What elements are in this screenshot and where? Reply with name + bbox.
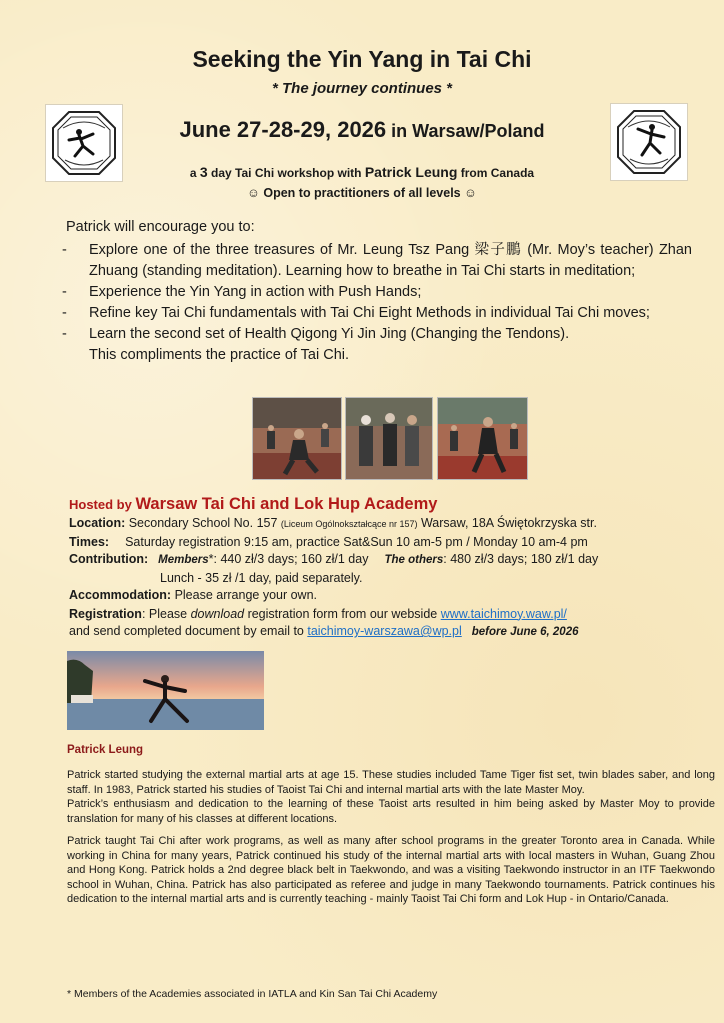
open-to-all: ☺ Open to practitioners of all levels ☺ <box>247 186 477 200</box>
location-address: Warsaw, 18A Świętokrzyska str. <box>417 516 597 530</box>
times-label: Times: <box>69 534 110 549</box>
workshop-photo-2 <box>345 397 433 480</box>
page-title: Seeking the Yin Yang in Tai Chi <box>192 46 532 72</box>
workshop-photo-1 <box>252 397 342 480</box>
members-label: Members <box>158 554 209 566</box>
registration-download-word: download <box>190 606 245 621</box>
others-price: : 480 zł/3 days; 180 zł/1 day <box>443 552 599 566</box>
location-row <box>69 515 598 534</box>
location-label: Location: <box>69 516 129 530</box>
location-value: Secondary School No. 157 <box>128 516 281 530</box>
bio-text <box>67 768 715 915</box>
bullet-item: - Experience the Yin Yang in action with Push Hands; <box>62 282 692 303</box>
workshop-pre: a <box>189 166 200 180</box>
location-school-name: (Liceum Ogólnokształcące nr 157) <box>280 519 418 529</box>
event-date <box>0 117 724 143</box>
times-row <box>69 534 598 552</box>
hosted-prefix: Hosted by <box>69 497 136 512</box>
accommodation-label: Accommodation: <box>69 588 172 602</box>
workshop-days: 3 <box>199 164 208 180</box>
footnote: * Members of the Academies associated in IATLA and Kin San Tai Chi Academy <box>67 988 438 1000</box>
instructor-photo <box>67 651 264 730</box>
bullet-item: - Refine key Tai Chi fundamentals with Tai Chi Eight Methods in individual Tai Chi moves; <box>62 303 692 324</box>
bullet-list <box>62 240 692 366</box>
email-link[interactable]: taichimoy-warszawa@wp.pl <box>307 624 462 638</box>
send-row <box>69 623 598 642</box>
accommodation-row <box>69 587 598 605</box>
instructor-name: Patrick Leung <box>364 164 458 180</box>
registration-deadline: before June 6, 2026 <box>471 626 579 638</box>
workshop-mid: day Tai Chi workshop with <box>207 166 365 180</box>
registration-text-2: registration form from our webside <box>244 606 441 621</box>
hosted-by <box>69 495 437 514</box>
lunch-row: Lunch - 35 zł /1 day, paid separately. <box>160 570 363 585</box>
times-value: Saturday registration 9:15 am, practice Sat&Sun 10 am-5 pm / Monday 10 am-4 pm <box>125 534 588 549</box>
registration-row <box>69 606 598 624</box>
event-details <box>69 515 598 642</box>
host-organization: Warsaw Tai Chi and Lok Hup Academy <box>135 495 438 513</box>
workshop-photo-3 <box>437 397 528 480</box>
accommodation-value: Please arrange your own. <box>171 588 318 602</box>
website-link[interactable]: www.taichimoy.waw.pl/ <box>440 606 567 621</box>
event-location: in Warsaw/Poland <box>386 121 545 141</box>
bullet-item: - Explore one of the three treasures of Mr. Leung Tsz Pang 梁子鵬 (Mr. Moy’s teacher) Zhan Zhuang (standing meditation). Learning how to breathe in Tai Chi starts in meditation; <box>62 240 692 282</box>
workshop-line <box>0 164 724 180</box>
workshop-post: from Canada <box>457 166 535 180</box>
registration-label: Registration <box>69 606 142 621</box>
bio-heading: Patrick Leung <box>67 744 144 756</box>
registration-text-1: : Please <box>141 606 191 621</box>
bio-paragraph: Patrick’s enthusiasm and dedication to the learning of these Taoist arts resulted in him being asked by Master Moy to provide translation for many of his classes at different locations. <box>67 798 715 825</box>
page-subtitle: * The journey continues * <box>271 80 453 97</box>
members-price: *: 440 zł/3 days; 160 zł/1 day <box>208 552 369 566</box>
bullet-item: - Learn the second set of Health Qigong Yi Jin Jing (Changing the Tendons). This compliments the practice of Tai Chi. <box>62 324 692 366</box>
others-label: The others <box>384 554 444 566</box>
intro-text: Patrick will encourage you to: <box>66 219 255 235</box>
send-text: and send completed document by email to <box>69 624 308 638</box>
contribution-row <box>69 551 598 570</box>
bio-paragraph: Patrick taught Tai Chi after work programs, as well as many after school programs in the greater Toronto area in Canada. While working in China for many years, Patrick continued his study of the internal martial arts with local masters in Wuhan, Guang Zhou and Hong Kong. Patrick holds a 2nd degree black belt in Taekwondo, and was a visiting Taekwondo instructor in an ITF Taekwondo school in Wuhan, China. Patrick has also participated as referee and judge in many Taekwondo tournaments. Patrick continues his dedication to the internal martial arts and is currently teaching - mainly Taoist Tai Chi form and Lok Hup - in Ontario/Canada. <box>67 835 715 905</box>
contribution-label: Contribution: <box>69 552 149 566</box>
bio-paragraph: Patrick started studying the external martial arts at age 15. These studies included Tame Tiger fist set, twin blades saber, and long staff. In 1983, Patrick started his studies of Taoist Tai Chi and internal martial arts with the late Master Moy. <box>67 769 715 796</box>
event-date-main: June 27-28-29, 2026 <box>179 117 387 142</box>
